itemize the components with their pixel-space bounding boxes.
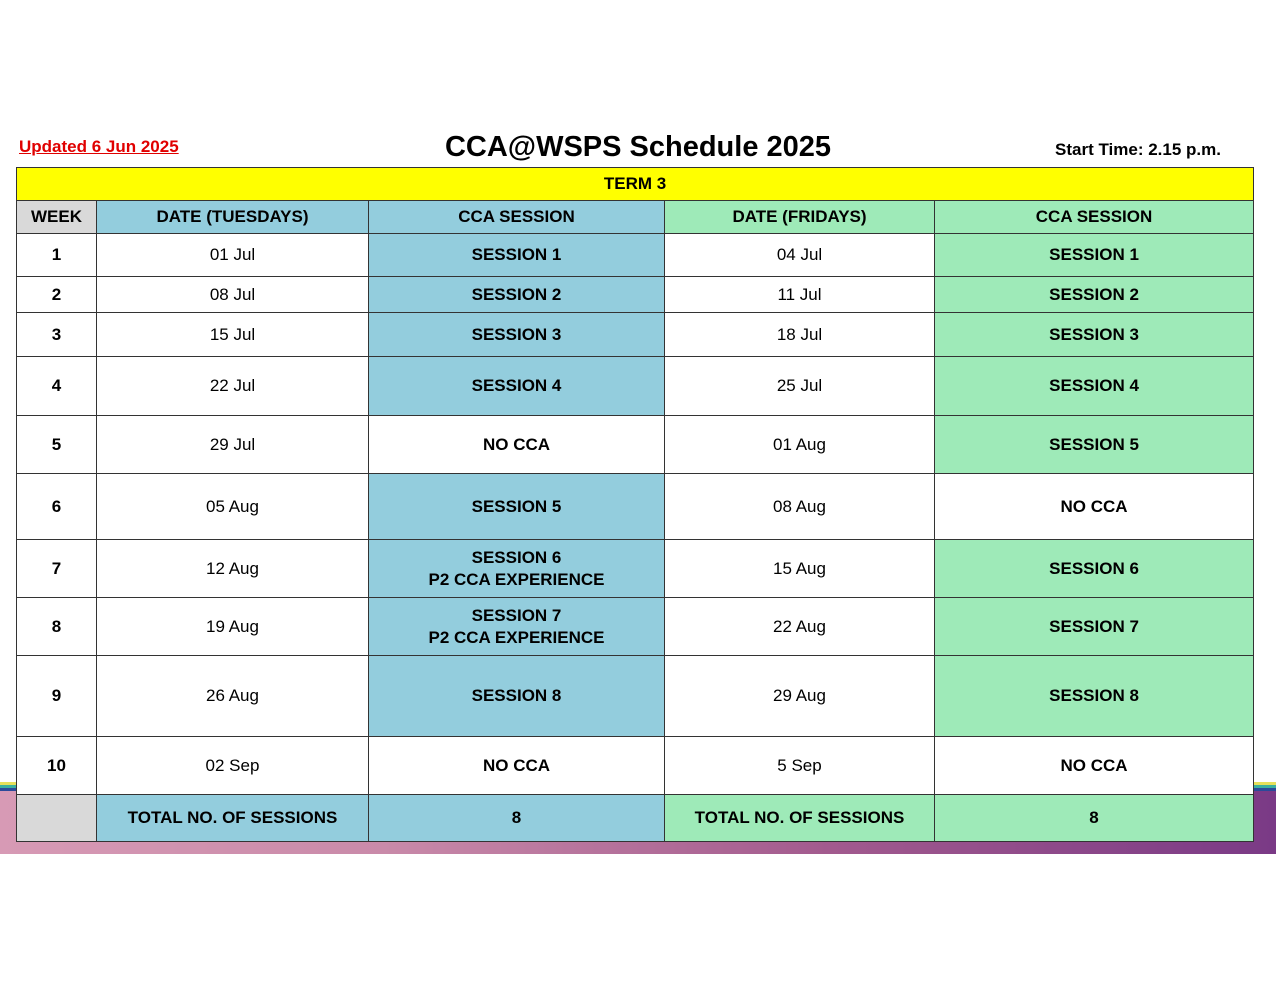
fri-session-cell: SESSION 4 — [935, 357, 1254, 416]
tue-session-label: SESSION 2 — [471, 284, 562, 304]
table-row — [17, 357, 1254, 416]
totals-week-cell — [17, 795, 97, 842]
tue-session-cell — [369, 540, 665, 598]
header-row — [17, 201, 1254, 234]
tue-date-cell: 26 Aug — [97, 656, 369, 737]
week-cell: 2 — [17, 277, 97, 313]
table-row — [17, 656, 1254, 737]
fri-session-cell: SESSION 3 — [935, 313, 1254, 357]
week-cell: 4 — [17, 357, 97, 416]
tue-date-cell: 05 Aug — [97, 474, 369, 540]
fri-date-cell: 25 Jul — [665, 357, 935, 416]
fri-session-cell: NO CCA — [935, 737, 1254, 795]
schedule-table — [16, 167, 1254, 842]
table-row — [17, 416, 1254, 474]
table-row — [17, 277, 1254, 313]
fri-session-cell: SESSION 8 — [935, 656, 1254, 737]
table-row — [17, 737, 1254, 795]
col-header-fri-session: CCA SESSION — [935, 201, 1254, 234]
totals-fri-label: TOTAL NO. OF SESSIONS — [665, 795, 935, 842]
col-header-tue-date: DATE (TUESDAYS) — [97, 201, 369, 234]
tue-date-cell: 15 Jul — [97, 313, 369, 357]
week-cell: 3 — [17, 313, 97, 357]
tue-session-label: SESSION 8 — [471, 686, 562, 705]
tue-session-label: SESSION 5 — [471, 496, 562, 516]
week-cell: 1 — [17, 234, 97, 277]
tue-session-cell — [369, 234, 665, 277]
updated-note: Updated 6 Jun 2025 — [19, 137, 179, 156]
fri-date-cell: 22 Aug — [665, 598, 935, 656]
page-title: CCA@WSPS Schedule 2025 — [444, 131, 832, 163]
col-header-fri-date: DATE (FRIDAYS) — [665, 201, 935, 234]
tue-date-cell: 12 Aug — [97, 540, 369, 598]
fri-date-cell: 15 Aug — [665, 540, 935, 598]
fri-date-cell: 08 Aug — [665, 474, 935, 540]
table-row — [17, 474, 1254, 540]
tue-session-cell — [369, 737, 665, 795]
tue-session-cell — [369, 357, 665, 416]
fri-session-cell: SESSION 5 — [935, 416, 1254, 474]
fri-date-cell: 04 Jul — [665, 234, 935, 277]
tue-session-label: SESSION 1 — [471, 245, 562, 264]
week-cell: 8 — [17, 598, 97, 656]
tue-session-label: SESSION 4 — [471, 376, 562, 395]
tue-session-cell — [369, 277, 665, 313]
tue-session-cell — [369, 598, 665, 656]
tue-session-label: SESSION 6 — [471, 547, 562, 567]
tue-session-cell — [369, 656, 665, 737]
tue-session-note: P2 CCA EXPERIENCE — [428, 627, 605, 647]
tue-session-label: SESSION 7 — [471, 605, 562, 625]
table-row — [17, 598, 1254, 656]
tue-session-note: P2 CCA EXPERIENCE — [428, 569, 605, 589]
totals-tue-value: 8 — [369, 795, 665, 842]
tue-date-cell: 19 Aug — [97, 598, 369, 656]
fri-session-cell: SESSION 1 — [935, 234, 1254, 277]
col-header-tue-session: CCA SESSION — [369, 201, 665, 234]
tue-date-cell: 02 Sep — [97, 737, 369, 795]
totals-row — [17, 795, 1254, 842]
tue-session-label: NO CCA — [482, 434, 551, 454]
tue-session-cell — [369, 474, 665, 540]
term-row — [17, 168, 1254, 201]
table-row — [17, 540, 1254, 598]
start-time: Start Time: 2.15 p.m. — [1055, 140, 1221, 159]
tue-session-label: NO CCA — [482, 755, 551, 775]
week-cell: 5 — [17, 416, 97, 474]
fri-session-cell: NO CCA — [935, 474, 1254, 540]
tue-date-cell: 22 Jul — [97, 357, 369, 416]
week-cell: 9 — [17, 656, 97, 737]
fri-date-cell: 5 Sep — [665, 737, 935, 795]
week-cell: 10 — [17, 737, 97, 795]
tue-session-cell — [369, 416, 665, 474]
tue-date-cell: 01 Jul — [97, 234, 369, 277]
fri-session-cell: SESSION 7 — [935, 598, 1254, 656]
tue-date-cell: 08 Jul — [97, 277, 369, 313]
fri-date-cell: 11 Jul — [665, 277, 935, 313]
fri-date-cell: 01 Aug — [665, 416, 935, 474]
week-cell: 6 — [17, 474, 97, 540]
col-header-week: WEEK — [17, 201, 97, 234]
tue-session-cell — [369, 313, 665, 357]
fri-date-cell: 29 Aug — [665, 656, 935, 737]
totals-fri-value: 8 — [935, 795, 1254, 842]
tue-date-cell: 29 Jul — [97, 416, 369, 474]
tue-session-label: SESSION 3 — [471, 324, 562, 344]
table-row — [17, 313, 1254, 357]
week-cell: 7 — [17, 540, 97, 598]
table-row — [17, 234, 1254, 277]
totals-tue-label: TOTAL NO. OF SESSIONS — [97, 795, 369, 842]
term-label: TERM 3 — [17, 168, 1254, 201]
fri-session-cell: SESSION 6 — [935, 540, 1254, 598]
fri-session-cell: SESSION 2 — [935, 277, 1254, 313]
fri-date-cell: 18 Jul — [665, 313, 935, 357]
